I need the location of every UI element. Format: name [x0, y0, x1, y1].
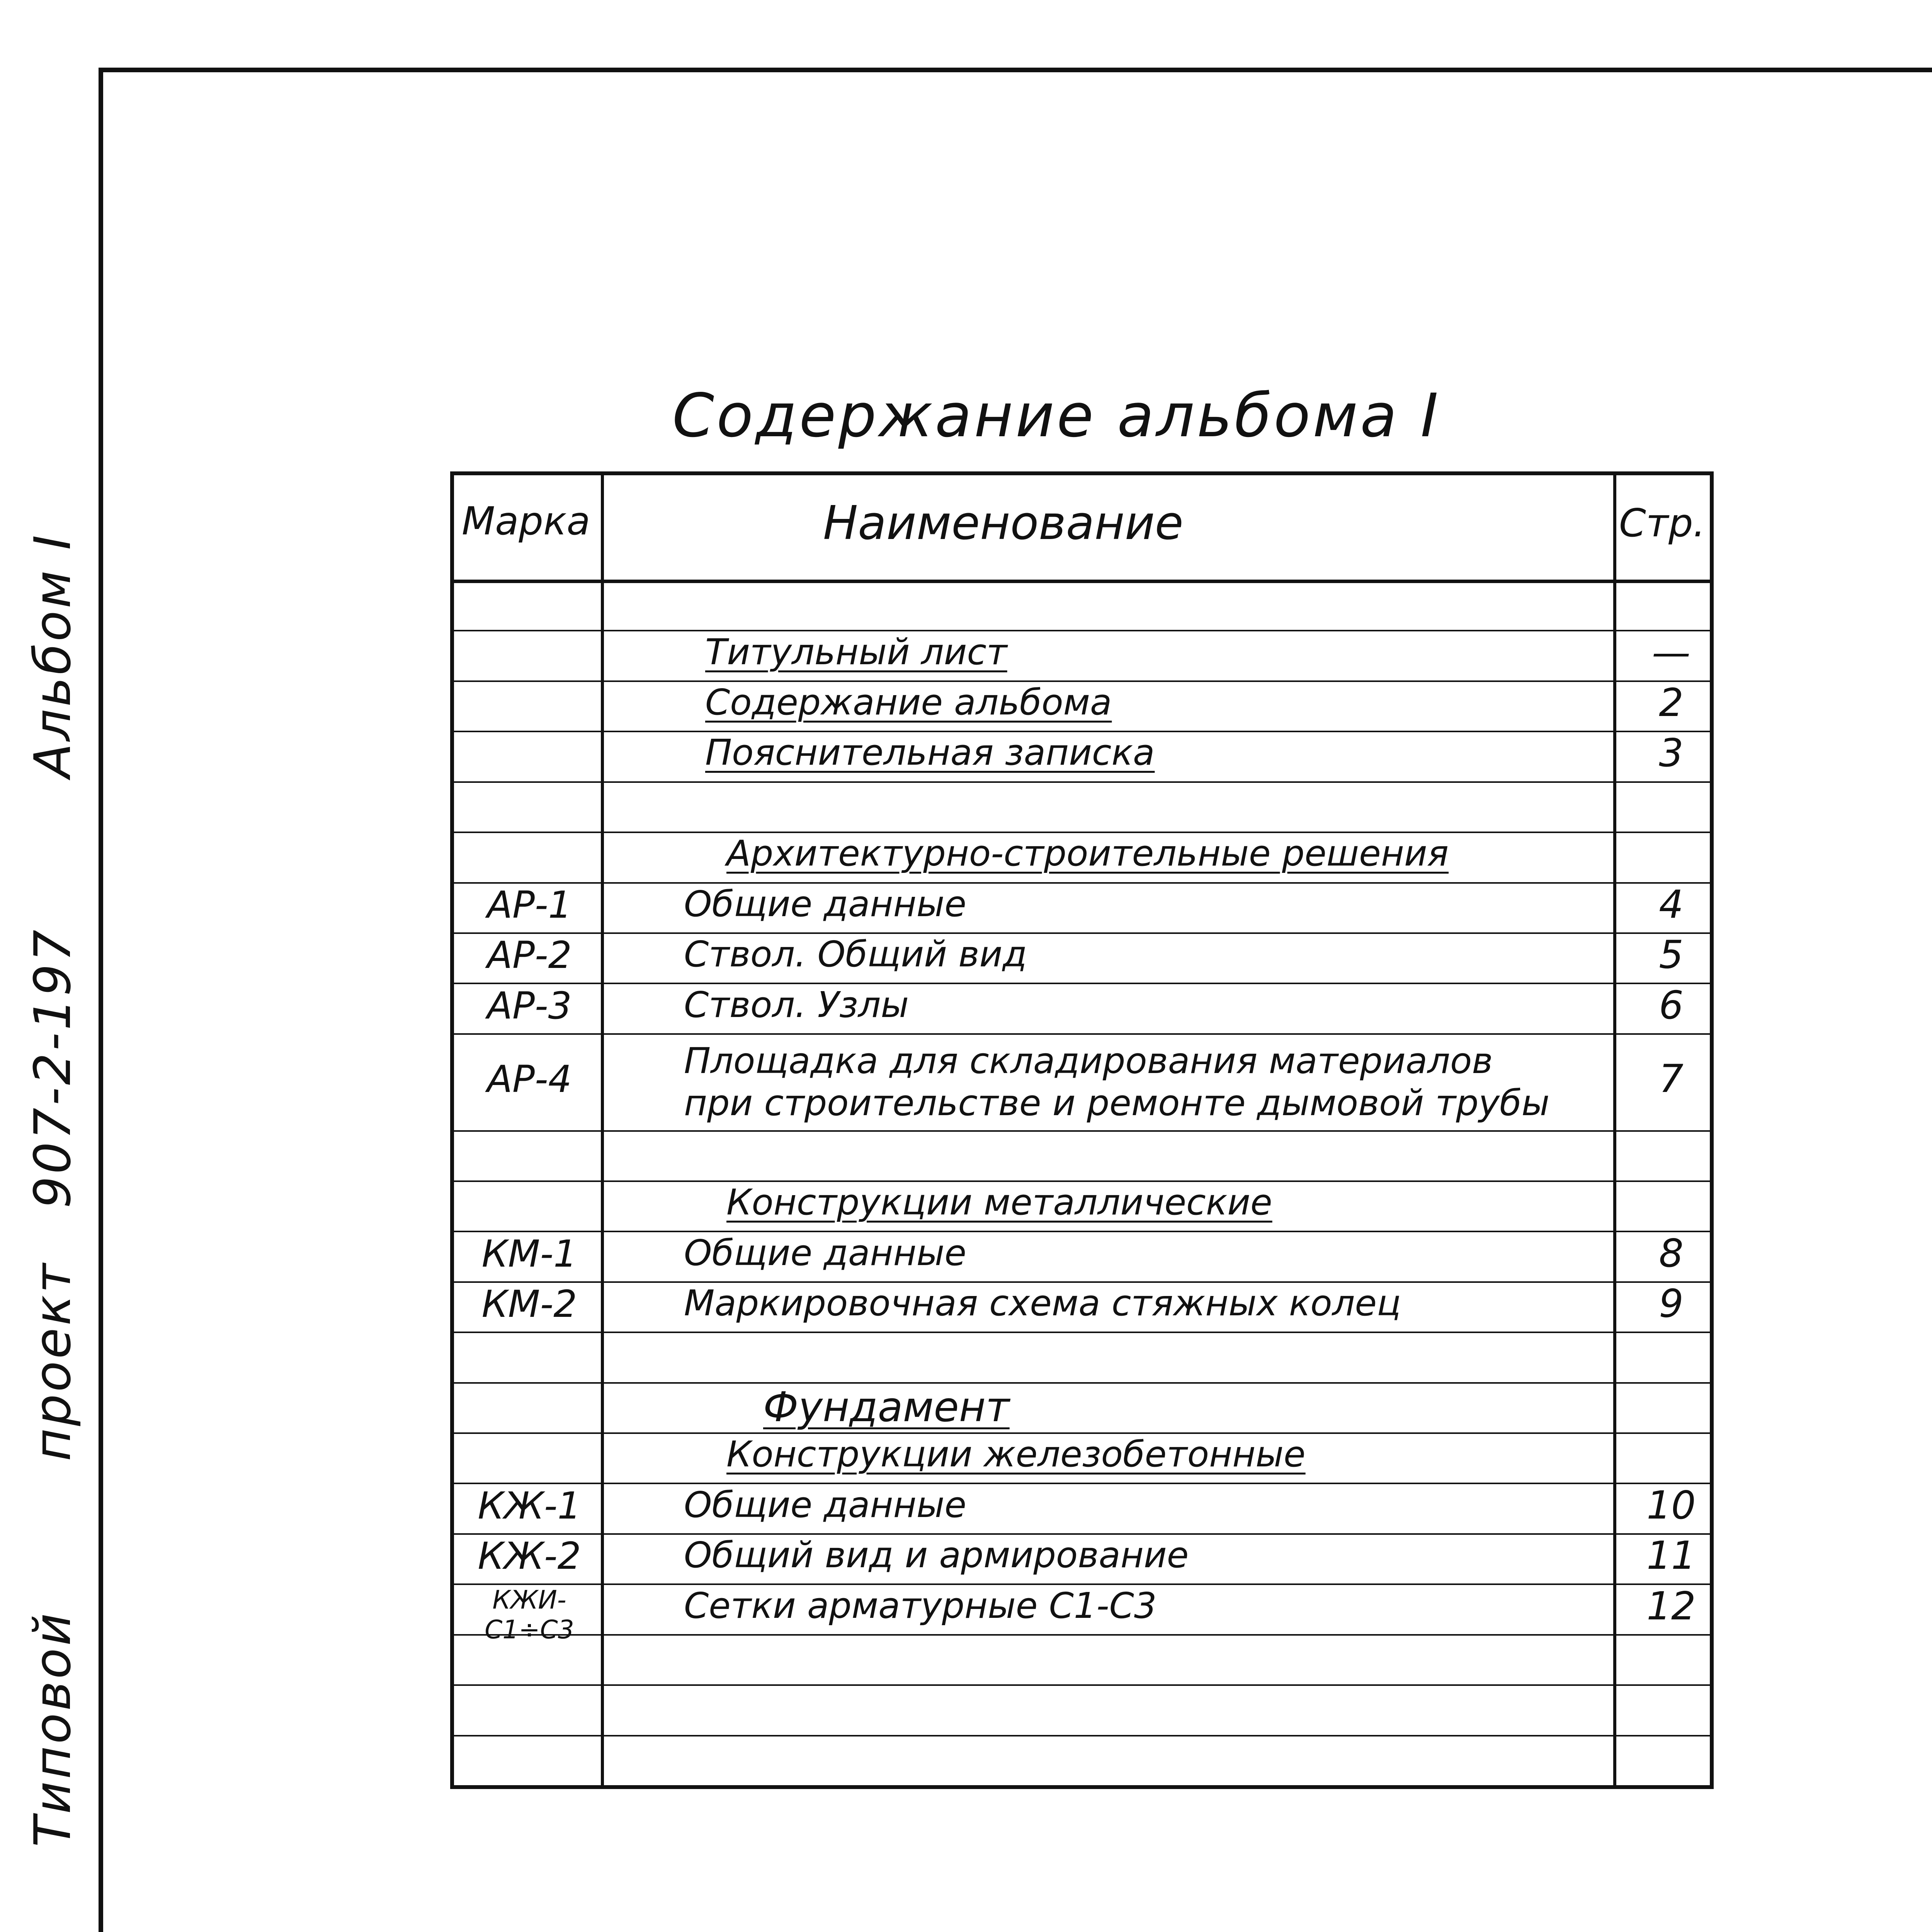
row-name: Сетки арматурные С1-С3: [684, 1585, 1157, 1626]
row-divider: [454, 1634, 1710, 1636]
row-mark: КЖИ-С1÷С3: [485, 1585, 574, 1645]
row-divider: [454, 1281, 1710, 1283]
row-name: Фундамент: [763, 1383, 1010, 1431]
row-name: Титульный лист: [705, 631, 1007, 673]
table-row: [454, 932, 1710, 983]
row-mark: АР-2: [487, 934, 572, 977]
row-page: 3: [1659, 730, 1684, 776]
album-title: Содержание альбома I: [672, 381, 1441, 451]
row-page: 11: [1646, 1533, 1696, 1578]
row-name: Общие данные: [684, 1232, 966, 1274]
table-row: [454, 1483, 1710, 1533]
table-row: [454, 1332, 1710, 1382]
table-row: [454, 1432, 1710, 1483]
side-project-label: [23, 401, 82, 1847]
table-row: [454, 1684, 1710, 1735]
row-divider: [454, 781, 1710, 783]
row-name: Общие данные: [684, 1484, 966, 1526]
table-row: [454, 731, 1710, 781]
table-row: [454, 1231, 1710, 1281]
row-divider: [454, 1180, 1710, 1182]
row-name: Конструкции металлические: [726, 1182, 1272, 1223]
row-name: Содержание альбома: [705, 682, 1112, 723]
side-album: Альбом I: [23, 532, 82, 778]
row-page: 9: [1659, 1281, 1684, 1327]
row-divider: [454, 1382, 1710, 1384]
row-mark: АР-3: [487, 984, 572, 1027]
row-page: —: [1652, 629, 1690, 675]
table-row: [454, 680, 1710, 731]
row-divider: [454, 1483, 1710, 1484]
row-mark: КЖ-1: [478, 1484, 581, 1527]
row-mark: КМ-2: [481, 1282, 577, 1326]
table-row: [454, 1533, 1710, 1583]
row-name-continued: при строительстве и ремонте дымовой трубы: [684, 1082, 1550, 1124]
header-name: Наименование: [823, 497, 1184, 550]
table-row: [454, 1634, 1710, 1684]
row-mark: КМ-1: [481, 1232, 577, 1276]
row-divider: [454, 832, 1710, 833]
row-name: Конструкции железобетонные: [726, 1434, 1306, 1475]
row-divider: [454, 630, 1710, 631]
row-divider: [454, 932, 1710, 934]
row-name: Общий вид и армирование: [684, 1534, 1189, 1576]
table-row: [454, 630, 1710, 680]
table-row: [454, 1180, 1710, 1231]
row-divider: [454, 1533, 1710, 1535]
row-page: 12: [1646, 1583, 1696, 1629]
row-divider: [454, 1583, 1710, 1585]
row-name: Ствол. Узлы: [684, 984, 909, 1026]
row-mark: КЖ-2: [478, 1534, 581, 1578]
row-page: 8: [1659, 1230, 1684, 1276]
table-row: [454, 832, 1710, 882]
row-page: 5: [1659, 932, 1684, 978]
table-row: [454, 1033, 1710, 1130]
row-divider: [454, 983, 1710, 984]
row-page: 2: [1659, 680, 1684, 726]
row-name: Маркировочная схема стяжных колец: [684, 1282, 1401, 1324]
row-divider: [454, 1735, 1710, 1736]
row-page: 6: [1659, 982, 1684, 1028]
row-divider: [454, 1130, 1710, 1132]
table-row: [454, 882, 1710, 932]
row-page: 4: [1659, 881, 1684, 927]
table-row: [454, 580, 1710, 630]
side-project-word: проект: [23, 1261, 82, 1461]
header-page: Стр.: [1619, 500, 1706, 546]
side-project-type: Типовой: [23, 1611, 82, 1847]
table-row: [454, 1382, 1710, 1432]
table-row: [454, 1735, 1710, 1785]
table-row: [454, 1583, 1710, 1645]
table-row: [454, 781, 1710, 832]
row-page: 7: [1659, 1056, 1684, 1102]
table-row: [454, 983, 1710, 1033]
row-name: Ствол. Общий вид: [684, 934, 1027, 975]
row-name: Пояснительная записка: [705, 732, 1155, 774]
row-divider: [454, 731, 1710, 732]
table-row: [454, 1281, 1710, 1332]
row-name: Общие данные: [684, 883, 966, 925]
row-divider: [454, 1332, 1710, 1333]
row-divider: [454, 680, 1710, 682]
row-divider: [454, 1033, 1710, 1035]
row-divider: [454, 1231, 1710, 1232]
row-mark: АР-1: [487, 883, 572, 927]
side-project-code: 907-2-197: [23, 927, 82, 1208]
row-mark: АР-4: [487, 1058, 572, 1101]
row-divider: [454, 1432, 1710, 1434]
row-divider: [454, 882, 1710, 884]
row-name: Архитектурно-строительные решения: [726, 833, 1449, 874]
row-page: 10: [1646, 1482, 1696, 1528]
header-mark: Марка: [462, 498, 590, 544]
contents-table: [450, 471, 1714, 1789]
row-name: Площадка для складирования материалов: [684, 1040, 1493, 1082]
row-divider: [454, 1684, 1710, 1686]
table-row: [454, 1130, 1710, 1180]
